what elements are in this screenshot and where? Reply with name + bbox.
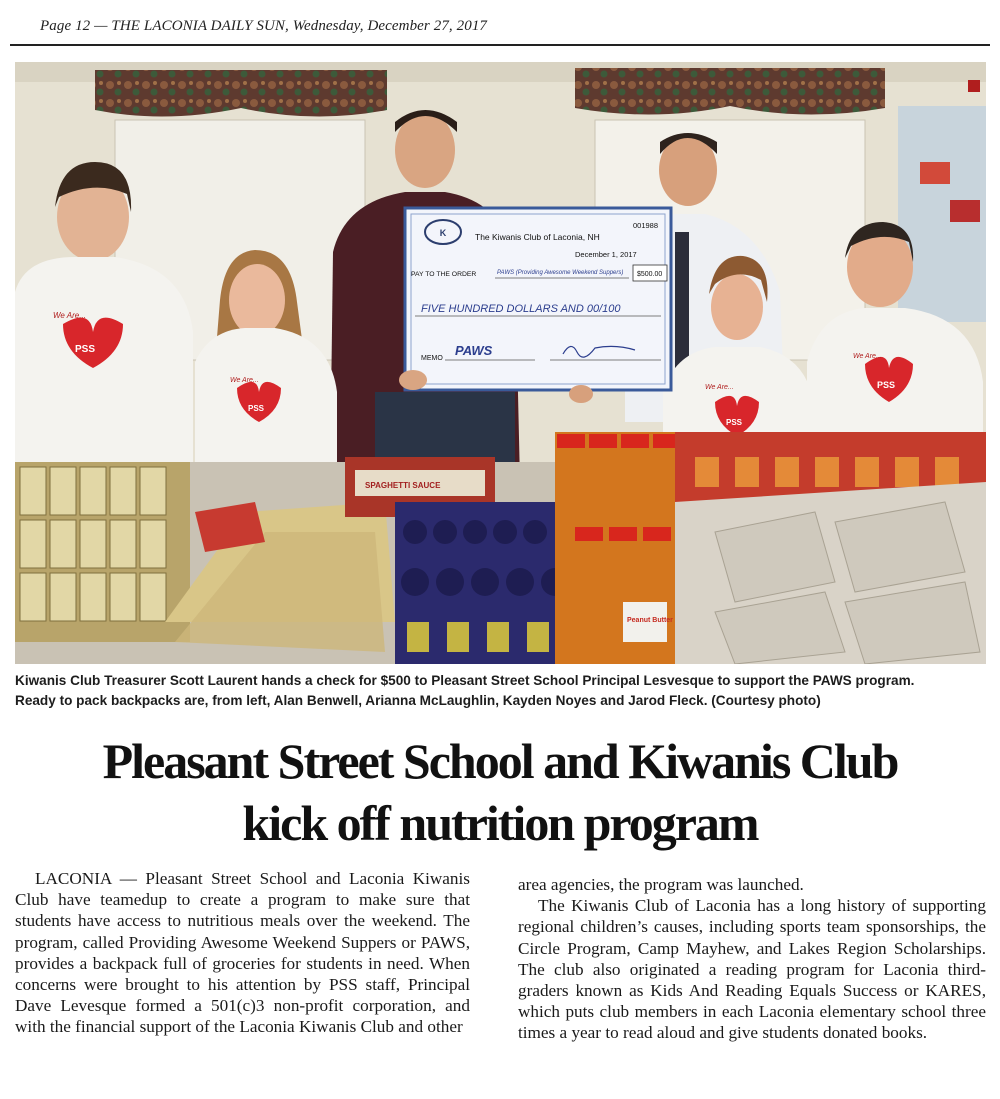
page-header: Page 12 — THE LACONIA DAILY SUN, Wednesday, December 27, 2017 [40,18,488,34]
article-paragraph-1: LACONIA — Pleasant Street School and Laconia Kiwanis Club have teamedup to create a program to make sure that students have access to nutritious meals over the weekend. The program, called Providing Awesome Weekend Suppers or PAWS, provides a backpack full of groceries for students in need. When concerns were brought to his attention by PSS staff, Principal Dave Levesque formed a 501(c)3 non-profit corporation, and with the financial support of the Laconia Kiwanis Club and other [15,869,470,1037]
jar-label: Peanut Butter [627,617,673,624]
photo-caption [15,671,990,711]
news-photo [15,62,986,664]
check-amount: $500.00 [637,271,663,278]
boxes-and-bags [675,432,986,664]
shirt-logo-3: PSS [726,418,743,427]
peanut-butter [555,432,685,664]
can-label: SPAGHETTI SAUCE [365,481,441,490]
article-headline [0,730,1000,854]
svg-text:K: K [439,228,447,238]
article-column-2 [518,874,986,1044]
caption-line-2: Ready to pack backpacks are, from left, Alan Benwell, Arianna McLaughlin, Kayden Noyes and Jarod Fleck. (Courtesy photo) [15,693,821,708]
check-number: 001988 [633,221,659,230]
shirt-text-4: We Are... [853,353,882,360]
headline-line-1: Pleasant Street School and Kiwanis Club [102,733,898,789]
article-paragraph-1-continued: area agencies, the program was launched. [518,875,804,894]
check-org: The Kiwanis Club of Laconia, NH [475,232,600,242]
canned-soup [15,462,190,642]
shirt-logo-1: PSS [75,344,96,355]
jelly-jars [395,502,575,664]
article-column-1 [15,868,470,1038]
caption-line-1: Kiwanis Club Treasurer Scott Laurent hands a check for $500 to Pleasant Street School Principal Lesvesque to support the PAWS program. [15,673,915,688]
check-date: December 1, 2017 [575,250,637,259]
check-pay-label: PAY TO THE ORDER [411,271,477,278]
check-written-amount: FIVE HUNDRED DOLLARS AND 00/100 [421,303,621,315]
headline-line-2: kick off nutrition program [242,795,758,851]
shirt-logo-4: PSS [877,380,896,390]
shirt-text-2: We Are... [230,377,259,384]
check-payee: PAWS (Providing Awesome Weekend Suppers) [497,270,624,276]
pasta-bags [165,502,395,652]
header-rule [10,44,990,46]
shirt-logo-2: PSS [248,404,265,413]
shirt-text-1: We Are... [53,311,86,320]
check-memo-label: MEMO [421,355,443,362]
shirt-text-3: We Are... [705,384,734,391]
article-paragraph-2: The Kiwanis Club of Laconia has a long history of supporting regional children’s causes, including sports team sponsorships, the Circle Program, Camp Mayhew, and Lakes Region Scholarships. The club also originated a reading program for Laconia third-graders known as Kids And Reading Equals Success or KARES, which puts club members in each Laconia elementary school three times a year to read aloud and give students donated books. [518,896,986,1043]
check-memo: PAWS [455,343,493,358]
big-check [405,208,671,390]
